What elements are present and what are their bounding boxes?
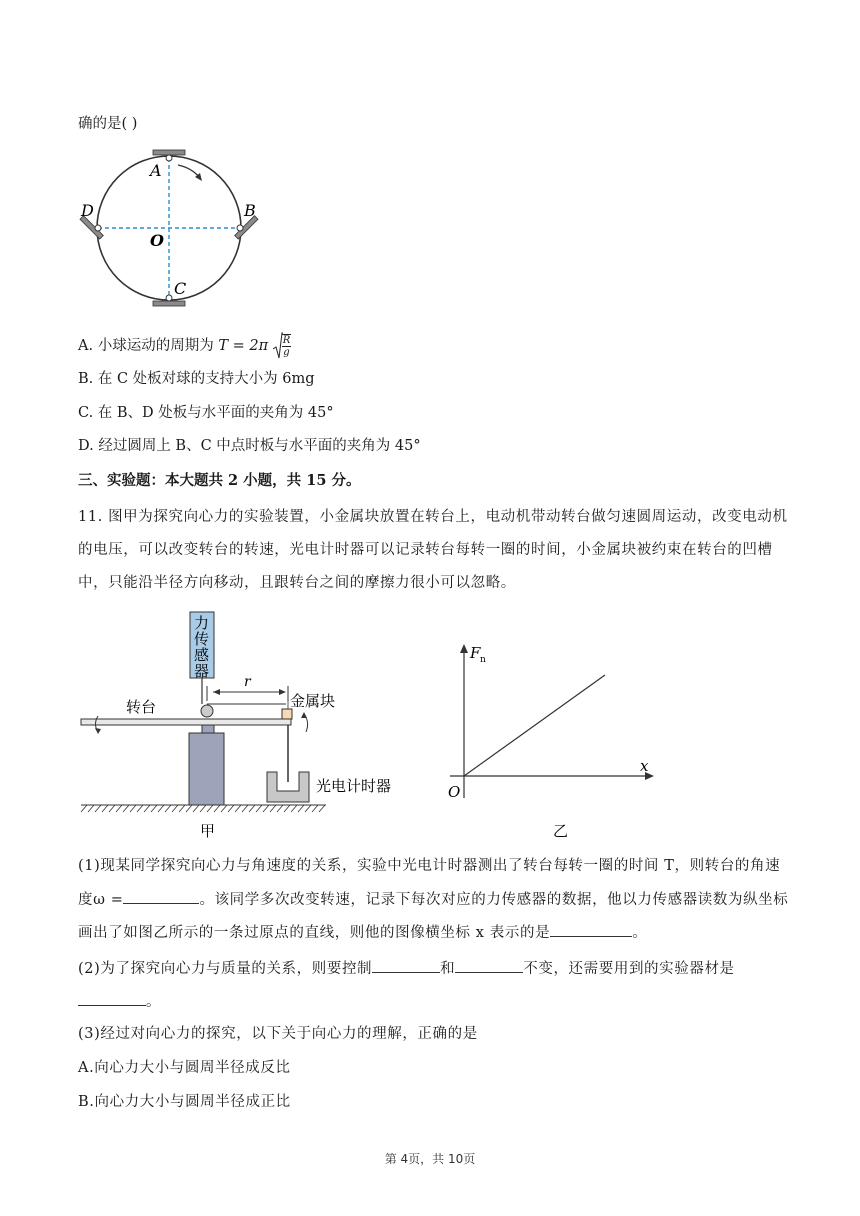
r-arrowhead-right-icon (279, 689, 286, 695)
sub2-line-2 (78, 991, 161, 1012)
sub1-line-2b: 。该同学多次改变转速，记录下每次对应的力传感器的数据，他以力传感器读数为纵坐标 (199, 892, 789, 908)
proportional-line (464, 675, 605, 776)
caption-jia: 甲 (200, 822, 216, 840)
circle-figure (70, 138, 270, 318)
sub1-line-2a: 度ω = (78, 892, 124, 908)
omega-answer-blank[interactable] (123, 889, 199, 904)
option-A-text: A. 小球运动的周期为 (78, 338, 214, 354)
sub1-line-2 (78, 889, 788, 910)
sub3-option-A: A.向心力大小与圆周半径成反比 (78, 1060, 291, 1076)
r-label: r (244, 674, 251, 690)
motor-neck (202, 725, 214, 733)
sub2-line-1 (78, 958, 735, 979)
option-B: B. 在 C 处板对球的支持大小为 6mg (78, 371, 315, 387)
sub2-line-1a: (2)为了探究向心力与质量的关系，则要控制 (78, 961, 373, 977)
sub3-option-B: B.向心力大小与圆周半径成正比 (78, 1094, 291, 1110)
ball-D (95, 225, 101, 231)
label-A: A (150, 161, 162, 180)
q11-line-1: 11. 图甲为探究向心力的实验装置，小金属块放置在转台上，电动机带动转台做匀速圆周运动，改变电动机 (78, 509, 788, 525)
option-A-fraction: $\frac{R}{g}$ (282, 335, 291, 358)
sub2-line-1b: 和 (440, 961, 456, 977)
ball-C (166, 295, 172, 301)
turntable (81, 719, 291, 725)
option-D: D. 经过圆周上 B、C 中点时板与水平面的夹角为 45° (78, 438, 421, 454)
sub1-line-3 (78, 922, 647, 943)
control-blank-2[interactable] (455, 958, 523, 973)
x-axis-label: x (640, 757, 649, 775)
sensor-char-3: 感 (194, 646, 210, 664)
y-axis-sub: n (480, 655, 486, 665)
label-C: C (174, 279, 187, 298)
sensor-char-2: 传 (194, 630, 210, 648)
q11-line-2: 的电压，可以改变转台的转速，光电计时器可以记录转台每转一圈的时间，小金属块被约束在转台的凹槽 (78, 542, 773, 558)
label-O: O (150, 231, 164, 250)
sub2-line-2b: 。 (146, 994, 162, 1010)
sensor-char-4: 器 (194, 662, 210, 680)
sub3-line-1: (3)经过对向心力的探究，以下关于向心力的理解，正确的是 (78, 1026, 478, 1042)
plate-C (153, 301, 185, 306)
equipment-answer-blank[interactable] (78, 991, 146, 1006)
rotation-arrowhead-right-icon (301, 712, 307, 718)
label-B: B (244, 201, 256, 220)
ball-A (166, 155, 172, 161)
metal-block (282, 709, 292, 719)
sensor-char-1: 力 (194, 614, 210, 632)
option-A-formula: T = 2π (218, 338, 269, 354)
pulley (201, 705, 213, 717)
label-D: D (81, 201, 94, 220)
r-arrowhead-left-icon (213, 689, 220, 695)
question-fragment: 确的是( ) (78, 116, 138, 132)
plate-A (153, 150, 185, 155)
sub1-line-3a: 画出了如图乙所示的一条过原点的直线，则他的图像横坐标 x 表示的是 (78, 925, 551, 941)
page-footer: 第 4页，共 10页 (384, 1152, 476, 1166)
section-heading: 三、实验题：本大题共 2 小题，共 15 分。 (78, 472, 361, 489)
turntable-label: 转台 (126, 698, 157, 716)
metal-block-label: 金属块 (290, 692, 336, 710)
sub1-line-3b: 。 (632, 925, 648, 941)
y-axis-label: F (470, 644, 481, 662)
rotation-arrowhead-left-icon (95, 728, 101, 734)
ground-hatch (81, 805, 325, 812)
origin-label: O (448, 783, 461, 801)
ball-B (237, 225, 243, 231)
sub1-line-1: (1)现某同学探究向心力与角速度的关系，实验中光电计时器测出了转台每转一圈的时间 T，则转台的角速 (78, 858, 781, 874)
caption-yi: 乙 (553, 822, 569, 840)
control-blank-1[interactable] (372, 958, 440, 973)
x-axis-answer-blank[interactable] (550, 922, 632, 937)
y-axis-arrowhead-icon (460, 644, 468, 653)
figure-yi (440, 640, 670, 844)
option-A (78, 332, 291, 360)
motor-base (189, 733, 224, 805)
sub2-line-1c: 不变，还需要用到的实验器材是 (523, 961, 735, 977)
q11-line-3: 中，只能沿半径方向移动，且跟转台之间的摩擦力很小可以忽略。 (78, 575, 516, 591)
figure-jia (76, 606, 416, 844)
option-C: C. 在 B、D 处板与水平面的夹角为 45° (78, 405, 334, 421)
timer-label: 光电计时器 (316, 777, 392, 795)
